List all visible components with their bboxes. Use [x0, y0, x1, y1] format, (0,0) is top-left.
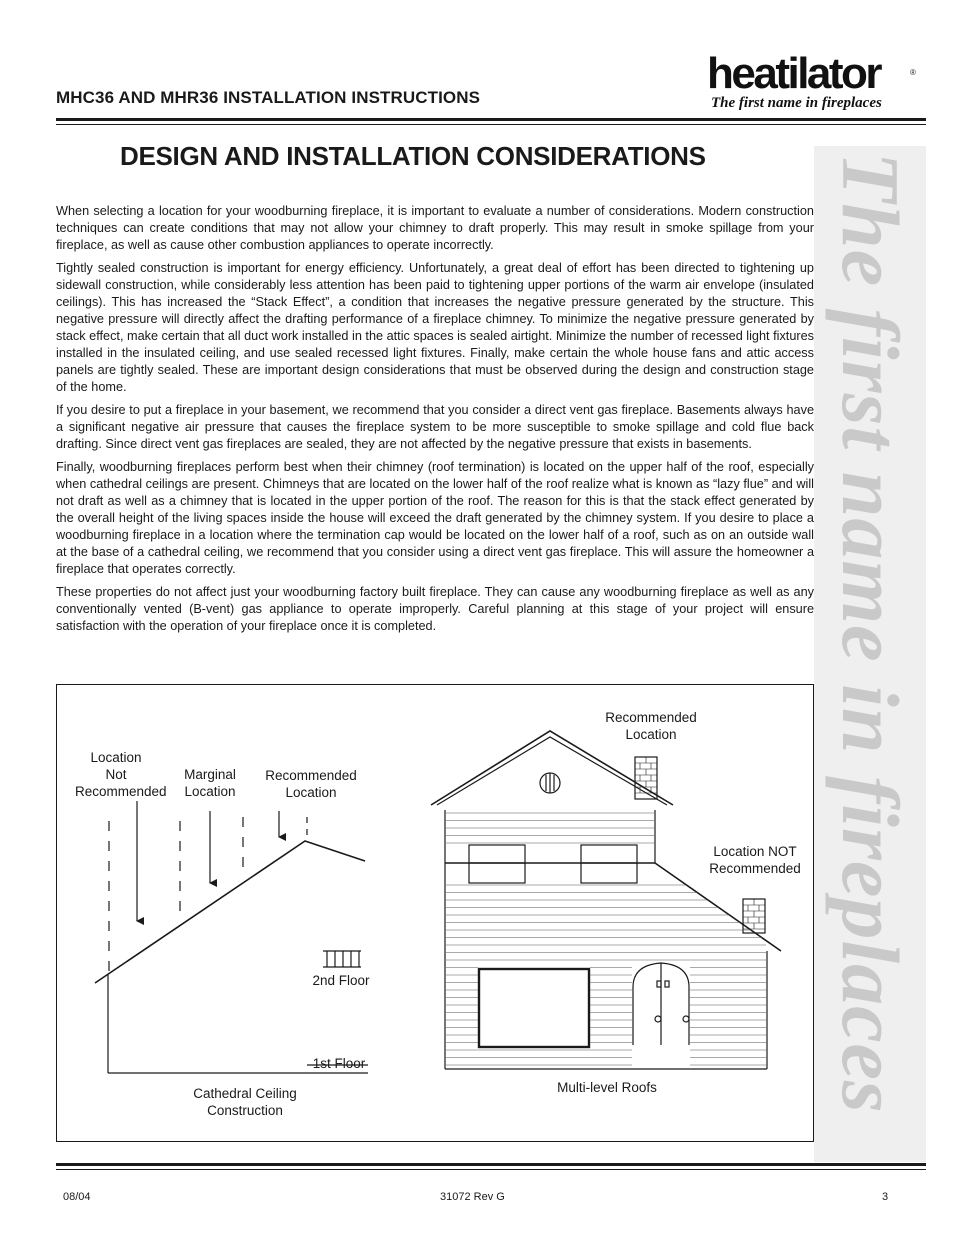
heatilator-logo — [707, 49, 917, 118]
header-rule-thin — [56, 124, 926, 125]
side-watermark-text: The first name in fireplaces — [825, 152, 916, 1114]
chimney-location-figure — [56, 684, 814, 1142]
header-rule — [56, 118, 926, 121]
figure-drawing — [57, 685, 813, 1141]
paragraph-2: Tightly sealed construction is important for energy efficiency. Unfortunately, a great deal of effort has been directed to tightening up sidewall construction, while considerably less attention has been paid to tightening upper portions of the warm air envelope (insulated ceilings). This has increased the “Stack Effect”, a condition that increases the negative pressure generated by the structure. This negative pressure will directly affect the drafting performance of a fireplace chimney. To minimize the negative pressure generated by stack effect, make certain that all duct work installed in the attic spaces is sealed airtight. Minimize the number of recessed light fixtures installed in the insulated ceiling, and use sealed recessed light fixtures. Finally, make certain the whole house fans and attic access panels are tightly sealed. These are important design considerations that must be observed during the design and construction stage of the home. — [56, 261, 814, 394]
footer-rule — [56, 1163, 926, 1166]
caption-multi-level-roofs: Multi-level Roofs — [557, 1080, 657, 1095]
paragraph-4: Finally, woodburning fireplaces perform best when their chimney (roof termination) is located on the upper half of the roof, especially when cathedral ceilings are present. Chimneys that are located on the lower half of the roof realize what is known as “lazy flue” and will not draft as well as a chimney that is located in the upper portion of the roof. The reason for this is that the stack effect generated by the overall height of the living spaces inside the house will exceed the draft generated by the chimney system. If you desire to place a woodburning fireplace in a location where the termination cap would be located on the lower half of a roof, such as on an outside wall at the base of a cathedral ceiling, we recommend that you consider using a direct vent gas fireplace. This will assure the homeowner a fireplace that operates correctly. — [56, 460, 814, 576]
label-recommended-location-left: Recommended Location — [265, 768, 357, 800]
paragraph-5: These properties do not affect just your woodburning factory built fireplace. They can cause any woodburning fireplace as well as any conventionally vented (B-vent) gas appliance to operate improperly. Careful planning at this stage of your project will ensure satisfaction with the operation of your fireplace once it is completed. — [56, 585, 814, 633]
paragraph-1: When selecting a location for your woodburning fireplace, it is important to evaluate a number of considerations. Modern construction techniques can create conditions that may not allow your chimney to draft properly. This may result in smoke spillage from your fireplace, as well as cause other combustion appliances to operate incorrectly. — [56, 204, 814, 252]
label-recommended-location-right: Recommended Location — [605, 710, 697, 742]
paragraph-3: If you desire to put a fireplace in your basement, we recommend that you consider a direct vent gas fireplace. Basements always have a significant negative air pressure that causes the fireplace system to be more susceptible to smoke spillage and cold flue back drafting. Since direct vent gas fireplaces are sealed, they are not affected by the negative pressure that exists in basements. — [56, 403, 814, 451]
label-1st-floor: 1st Floor — [312, 1056, 366, 1071]
label-2nd-floor: 2nd Floor — [312, 973, 370, 988]
footer-date: 08/04 — [63, 1191, 91, 1203]
label-location-not-recommended-right: Location NOT Recommended — [709, 844, 801, 876]
footer-page-number: 3 — [882, 1191, 889, 1203]
document-title: MHC36 AND MHR36 INSTALLATION INSTRUCTIONS — [56, 88, 481, 107]
side-watermark-band — [814, 146, 926, 1162]
body-text — [56, 203, 814, 641]
footer-rule-thin — [56, 1169, 926, 1170]
logo-tagline: The first name in fireplaces — [711, 95, 882, 111]
label-marginal-location: Marginal Location — [184, 767, 236, 799]
logo-registered-mark: ® — [910, 68, 916, 77]
footer-doc-number: 31072 Rev G — [440, 1191, 505, 1203]
label-location-not-recommended: Location Not Recommended — [75, 750, 167, 799]
section-heading: DESIGN AND INSTALLATION CONSIDERATIONS — [120, 141, 706, 171]
logo-wordmark: heatilator — [707, 49, 881, 98]
caption-cathedral-ceiling: Cathedral Ceiling Construction — [193, 1086, 297, 1118]
cathedral-house-drawing — [95, 801, 368, 1073]
